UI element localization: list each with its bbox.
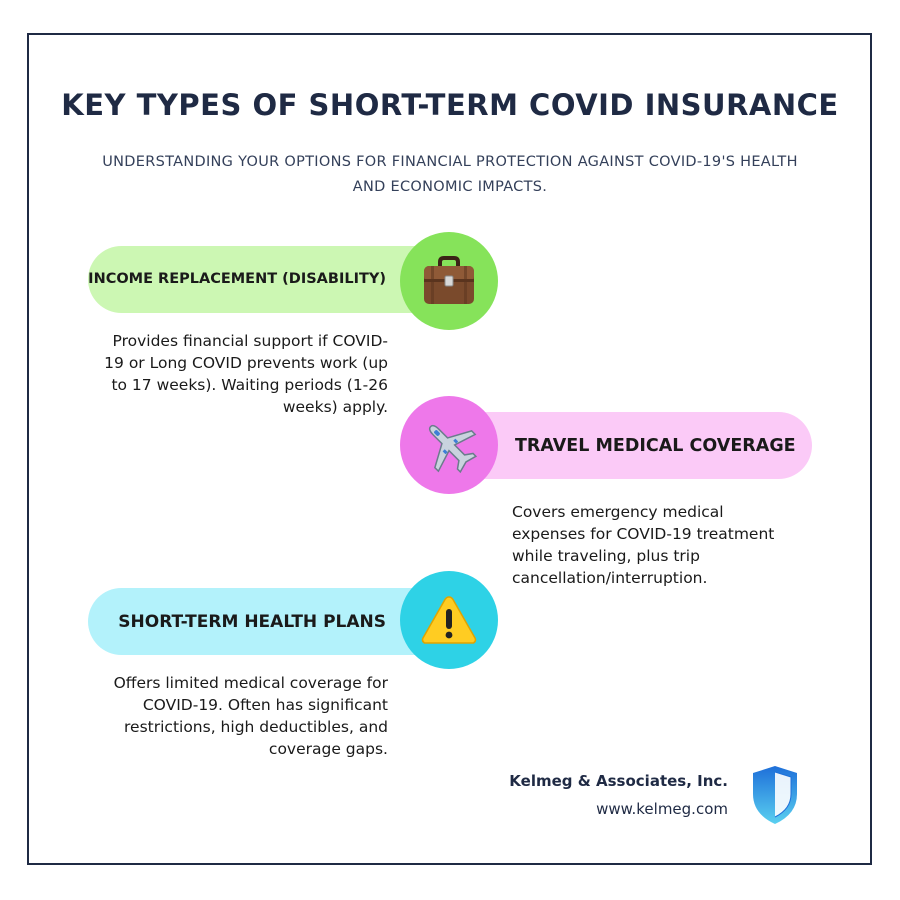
travel-medical-description: Covers emergency medical expenses for COVID-19 treatment while traveling, plus trip cancellation/interruption. [512,503,775,587]
income-replacement-circle [400,232,498,330]
travel-medical-circle [400,396,498,494]
company-name: Kelmeg & Associates, Inc. [509,772,728,790]
page-title: KEY TYPES OF SHORT-TERM COVID INSURANCE [61,88,839,122]
warning-icon [420,594,478,646]
short-term-health-circle [400,571,498,669]
short-term-health-label: SHORT-TERM HEALTH PLANS [118,611,386,632]
page-subtitle: UNDERSTANDING YOUR OPTIONS FOR FINANCIAL PROTECTION AGAINST COVID-19'S HEALTH AND ECONOMIC IMPACTS. [102,154,798,195]
airplane-icon [419,415,479,475]
short-term-health-description: Offers limited medical coverage for COVID-19. Often has significant restrictions, high deductibles, and coverage gaps. [113,674,388,758]
income-replacement-description: Provides financial support if COVID-19 or Long COVID prevents work (up to 17 weeks). Waiting periods (1-26 weeks) apply. [104,332,388,416]
travel-medical-label: TRAVEL MEDICAL COVERAGE [515,435,796,456]
shield-icon [750,764,800,826]
company-website[interactable]: www.kelmeg.com [596,800,728,818]
income-replacement-label: INCOME REPLACEMENT (DISABILITY) [88,271,386,287]
travel-medical-pill [445,412,812,479]
briefcase-icon [421,255,477,307]
